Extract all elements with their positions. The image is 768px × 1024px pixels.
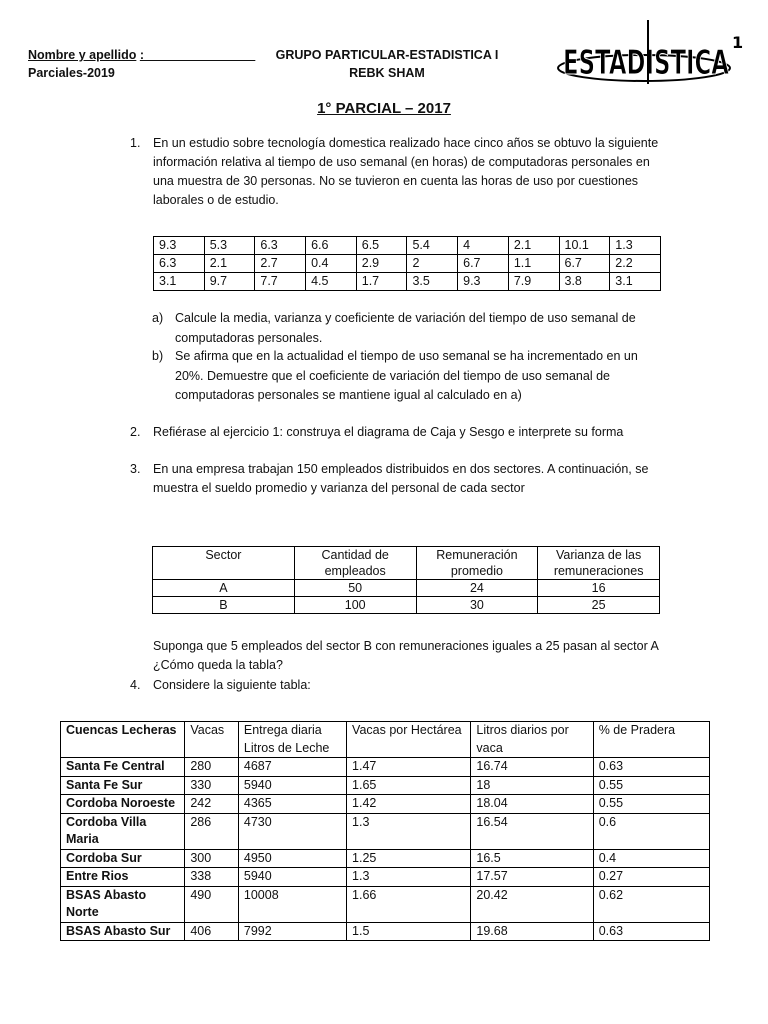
table-cell: 286 <box>185 813 239 849</box>
table-cell: 330 <box>185 776 239 795</box>
table-cell: 1.3 <box>347 868 471 887</box>
table-cell: Santa Fe Central <box>61 758 185 777</box>
table-header-cell: Varianza de las remuneraciones <box>538 547 660 580</box>
question-text: Refiérase al ejercicio 1: construya el diagrama de Caja y Sesgo e interprete su forma <box>153 425 624 439</box>
table-cell: 4687 <box>238 758 346 777</box>
table-cell: 5940 <box>238 776 346 795</box>
table-cell: 9.3 <box>154 237 205 255</box>
table-cell: 16.74 <box>471 758 593 777</box>
table-cell: 4365 <box>238 795 346 814</box>
logo-number: 1 <box>732 33 744 52</box>
question-number: 1. <box>130 136 141 150</box>
table-cell: 5.4 <box>407 237 458 255</box>
table-cell: 300 <box>185 849 239 868</box>
table-cell: 7992 <box>238 922 346 941</box>
table-cell: 5940 <box>238 868 346 887</box>
question-1 <box>130 134 660 210</box>
table-header-cell: % de Pradera <box>593 722 709 758</box>
table-row <box>154 237 661 255</box>
table-cell: 4 <box>458 237 509 255</box>
table-cell: 18 <box>471 776 593 795</box>
table-cell: Entre Rios <box>61 868 185 887</box>
question-number: 3. <box>130 462 141 476</box>
table-cell: 3.5 <box>407 273 458 291</box>
question-1b <box>152 347 662 406</box>
subquestion-label: b) <box>152 349 164 363</box>
table-row <box>61 886 710 922</box>
table-row <box>153 597 660 614</box>
table-cell: 6.3 <box>255 237 306 255</box>
table-cell: 10008 <box>238 886 346 922</box>
table-header-row <box>61 722 710 758</box>
table-cell: 3.1 <box>610 273 661 291</box>
table-cell: 2.9 <box>356 255 407 273</box>
table-cell: 16.5 <box>471 849 593 868</box>
table-cell: 2.1 <box>204 255 255 273</box>
table-cell: 2 <box>407 255 458 273</box>
table-cell: 1.1 <box>508 255 559 273</box>
question-1a <box>152 309 662 348</box>
table-row <box>61 795 710 814</box>
table-cell: 6.7 <box>559 255 610 273</box>
table-cell: BSAS Abasto Norte <box>61 886 185 922</box>
table-cell: 16.54 <box>471 813 593 849</box>
question-text: Considere la siguiente tabla: <box>153 678 311 692</box>
table-header-cell: Vacas <box>185 722 239 758</box>
author-name: REBK SHAM <box>349 66 425 80</box>
question-text: En una empresa trabajan 150 empleados distribuidos en dos sectores. A continuación, se muestra el sueldo promedio y varianza del personal de cada sector <box>153 462 649 495</box>
table-cell: 50 <box>294 580 416 597</box>
subquestion-label: a) <box>152 311 164 325</box>
table-cell: 7.7 <box>255 273 306 291</box>
name-label: Nombre y apellido <box>28 48 137 62</box>
table-cell: 1.7 <box>356 273 407 291</box>
name-blank: :________________ <box>139 48 256 62</box>
table-cell: 3.8 <box>559 273 610 291</box>
table-cell: 1.66 <box>347 886 471 922</box>
question-text: En un estudio sobre tecnología domestica realizado hace cinco años se obtuvo la siguiente información relativa al tiempo de uso semanal (en horas) de computadoras personales en una muestra de 30 personas. No se tuvieron en cuenta las horas de uso por cuestiones laborales o de estudio. <box>153 136 659 207</box>
table-header-cell: Cantidad de empleados <box>294 547 416 580</box>
page-title: 1° PARCIAL – 2017 <box>317 100 451 117</box>
usage-table <box>153 236 661 291</box>
table-cell: 4730 <box>238 813 346 849</box>
table-cell: 406 <box>185 922 239 941</box>
table-cell: 0.4 <box>306 255 357 273</box>
table-row <box>61 776 710 795</box>
table-cell: 6.7 <box>458 255 509 273</box>
question-4 <box>130 676 660 695</box>
table-header-cell: Sector <box>153 547 295 580</box>
table-row <box>153 580 660 597</box>
header-center <box>262 46 512 82</box>
question-3 <box>130 460 660 498</box>
question-3-followup: Suponga que 5 empleados del sector B con remuneraciones iguales a 25 pasan al sector A ¿Cómo queda la tabla? <box>153 639 659 672</box>
table-cell: 4.5 <box>306 273 357 291</box>
table-cell: 0.63 <box>593 758 709 777</box>
table-cell: 17.57 <box>471 868 593 887</box>
table-cell: 24 <box>416 580 538 597</box>
table-cell: 1.3 <box>610 237 661 255</box>
table-cell: 1.42 <box>347 795 471 814</box>
table-cell: 5.3 <box>204 237 255 255</box>
table-cell: 10.1 <box>559 237 610 255</box>
table-header-cell: Entrega diaria Litros de Leche <box>238 722 346 758</box>
parciales-label: Parciales-2019 <box>28 66 115 80</box>
table-cell: 490 <box>185 886 239 922</box>
table-cell: 0.4 <box>593 849 709 868</box>
table-header-cell: Cuencas Lecheras <box>61 722 185 758</box>
table-cell: 0.6 <box>593 813 709 849</box>
table-cell: 6.5 <box>356 237 407 255</box>
table-row <box>154 273 661 291</box>
table-cell: Santa Fe Sur <box>61 776 185 795</box>
table-header-cell: Vacas por Hectárea <box>347 722 471 758</box>
table-cell: 0.63 <box>593 922 709 941</box>
table-cell: 2.1 <box>508 237 559 255</box>
table-cell: Cordoba Villa Maria <box>61 813 185 849</box>
table-cell: 7.9 <box>508 273 559 291</box>
table-cell: 242 <box>185 795 239 814</box>
table-row <box>61 922 710 941</box>
table-cell: 1.47 <box>347 758 471 777</box>
table-cell: 18.04 <box>471 795 593 814</box>
sector-table <box>152 546 660 614</box>
table-cell: 6.3 <box>154 255 205 273</box>
table-cell: 1.25 <box>347 849 471 868</box>
table-cell: 338 <box>185 868 239 887</box>
question-number: 4. <box>130 678 141 692</box>
table-cell: 4950 <box>238 849 346 868</box>
dairy-table <box>60 721 710 941</box>
table-cell: 1.65 <box>347 776 471 795</box>
table-cell: 30 <box>416 597 538 614</box>
question-2 <box>130 423 660 442</box>
header-left <box>28 46 255 82</box>
subquestion-text: Calcule la media, varianza y coeficiente de variación del tiempo de uso semanal de computadoras personales. <box>175 311 636 345</box>
table-cell: 9.3 <box>458 273 509 291</box>
table-cell: 25 <box>538 597 660 614</box>
table-cell: A <box>153 580 295 597</box>
table-row <box>154 255 661 273</box>
table-cell: 0.27 <box>593 868 709 887</box>
table-cell: 3.1 <box>154 273 205 291</box>
table-cell: Cordoba Sur <box>61 849 185 868</box>
table-header-row <box>153 547 660 580</box>
table-cell: Cordoba Noroeste <box>61 795 185 814</box>
table-cell: 19.68 <box>471 922 593 941</box>
table-cell: 0.55 <box>593 795 709 814</box>
table-cell: 100 <box>294 597 416 614</box>
table-cell: BSAS Abasto Sur <box>61 922 185 941</box>
table-row <box>61 758 710 777</box>
table-row <box>61 849 710 868</box>
table-cell: 9.7 <box>204 273 255 291</box>
table-cell: B <box>153 597 295 614</box>
table-cell: 2.7 <box>255 255 306 273</box>
table-cell: 1.3 <box>347 813 471 849</box>
table-cell: 0.62 <box>593 886 709 922</box>
logo-text: ESTADISTICA <box>563 43 730 83</box>
table-header-cell: Litros diarios por vaca <box>471 722 593 758</box>
table-cell: 16 <box>538 580 660 597</box>
table-cell: 1.5 <box>347 922 471 941</box>
table-cell: 0.55 <box>593 776 709 795</box>
table-cell: 2.2 <box>610 255 661 273</box>
table-cell: 280 <box>185 758 239 777</box>
estadistica-logo <box>556 18 742 88</box>
subquestion-text: Se afirma que en la actualidad el tiempo de uso semanal se ha incrementado en un 20%. Demuestre que el coeficiente de variación del tiempo de uso semanal de computadoras personales se mantiene igual al calculado en a) <box>175 349 638 402</box>
table-row <box>61 868 710 887</box>
table-cell: 6.6 <box>306 237 357 255</box>
table-header-cell: Remuneración promedio <box>416 547 538 580</box>
table-cell: 20.42 <box>471 886 593 922</box>
group-title: GRUPO PARTICULAR-ESTADISTICA I <box>275 48 499 62</box>
table-row <box>61 813 710 849</box>
question-number: 2. <box>130 425 141 439</box>
